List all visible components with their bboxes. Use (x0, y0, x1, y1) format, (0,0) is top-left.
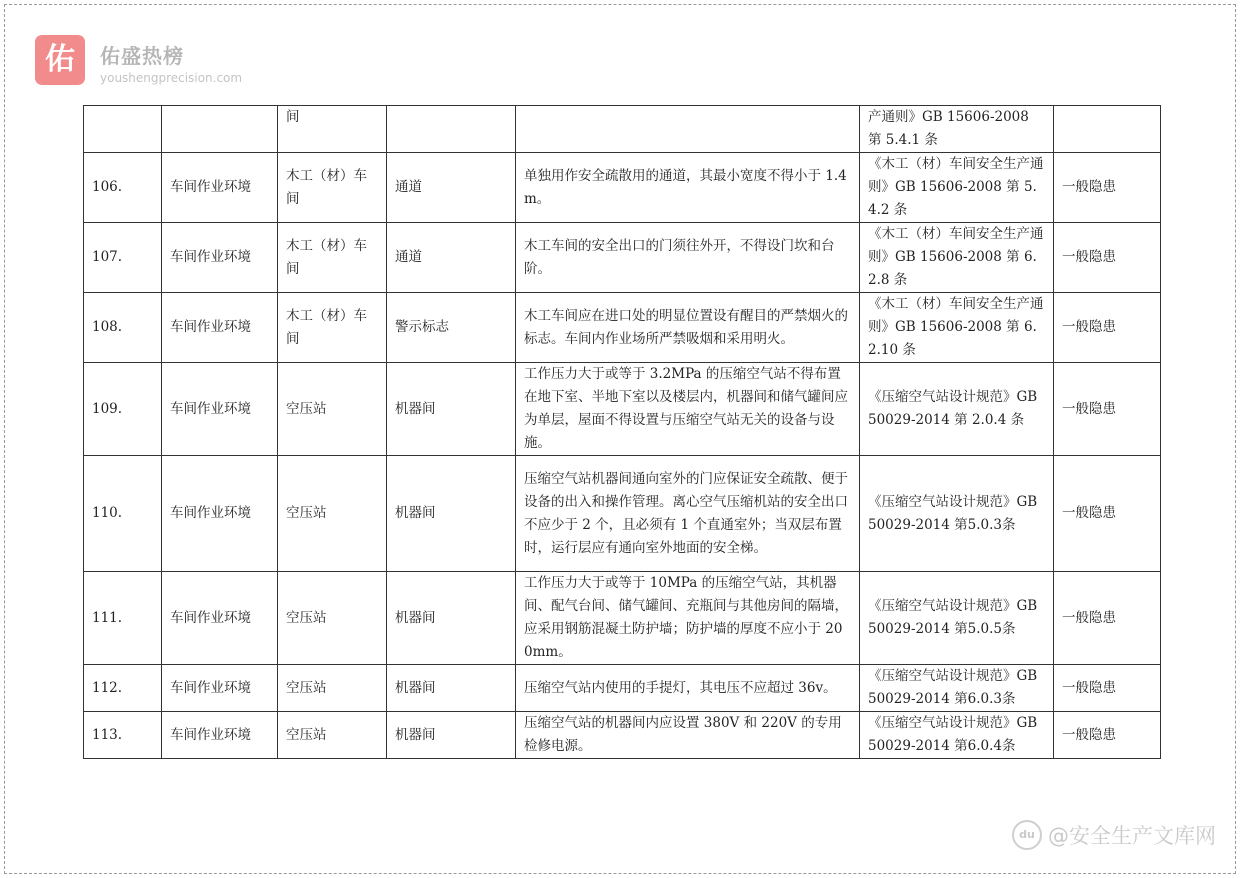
cell-content (516, 106, 860, 153)
table-row (84, 223, 1161, 293)
cell-level (1054, 106, 1161, 153)
cell-place: 空压站 (278, 665, 387, 712)
cell-content: 单独用作安全疏散用的通道，其最小宽度不得小于 1.4m。 (516, 153, 860, 223)
cell-place: 木工（材）车间 (278, 223, 387, 293)
cell-item: 通道 (387, 153, 516, 223)
cell-no: 113. (84, 712, 162, 759)
table-row (84, 572, 1161, 665)
watermark (1012, 820, 1216, 850)
cell-no: 111. (84, 572, 162, 665)
cell-no: 109. (84, 363, 162, 456)
brand-url: youshengprecision.com (100, 71, 243, 85)
hazard-table (83, 105, 1161, 759)
watermark-text: @安全生产文库网 (1048, 824, 1216, 848)
cell-item: 机器间 (387, 572, 516, 665)
cell-no: 108. (84, 293, 162, 363)
cell-category: 车间作业环境 (162, 153, 278, 223)
cell-category: 车间作业环境 (162, 456, 278, 572)
cell-category (162, 106, 278, 153)
cell-level: 一般隐患 (1054, 153, 1161, 223)
cell-no: 106. (84, 153, 162, 223)
table-row (84, 456, 1161, 572)
cell-no: 112. (84, 665, 162, 712)
cell-basis: 《压缩空气站设计规范》GB 50029-2014 第6.0.4条 (860, 712, 1054, 759)
cell-item: 机器间 (387, 456, 516, 572)
cell-level: 一般隐患 (1054, 363, 1161, 456)
cell-content: 工作压力大于或等于 10MPa 的压缩空气站，其机器间、配气台间、储气罐间、充瓶间与其他房间的隔墙，应采用钢筋混凝土防护墙；防护墙的厚度不应小于 200mm。 (516, 572, 860, 665)
cell-basis: 《压缩空气站设计规范》GB 50029-2014 第5.0.5条 (860, 572, 1054, 665)
table-row (84, 363, 1161, 456)
cell-category: 车间作业环境 (162, 712, 278, 759)
cell-no: 107. (84, 223, 162, 293)
du-paw-icon: du (1012, 820, 1042, 850)
cell-item: 机器间 (387, 712, 516, 759)
cell-content: 压缩空气站的机器间内应设置 380V 和 220V 的专用检修电源。 (516, 712, 860, 759)
cell-place: 空压站 (278, 456, 387, 572)
cell-basis: 《压缩空气站设计规范》GB 50029-2014 第6.0.3条 (860, 665, 1054, 712)
cell-place: 木工（材）车间 (278, 153, 387, 223)
cell-no: 110. (84, 456, 162, 572)
cell-level: 一般隐患 (1054, 293, 1161, 363)
cell-basis: 《压缩空气站设计规范》GB 50029-2014 第5.0.3条 (860, 456, 1054, 572)
cell-content: 压缩空气站机器间通向室外的门应保证安全疏散、便于设备的出入和操作管理。离心空气压缩机站的安全出口不应少于 2 个，且必须有 1 个直通室外；当双层布置时，运行层应有通向室外地面的安全梯。 (516, 456, 860, 572)
cell-level: 一般隐患 (1054, 456, 1161, 572)
cell-place: 空压站 (278, 363, 387, 456)
cell-level: 一般隐患 (1054, 572, 1161, 665)
table-row-continued (84, 106, 1161, 153)
cell-item: 警示标志 (387, 293, 516, 363)
cell-place: 空压站 (278, 712, 387, 759)
cell-basis: 《木工（材）车间安全生产通则》GB 15606-2008 第 6.2.10 条 (860, 293, 1054, 363)
cell-level: 一般隐患 (1054, 712, 1161, 759)
cell-category: 车间作业环境 (162, 223, 278, 293)
cell-basis: 产通则》GB 15606-2008 第 5.4.1 条 (860, 106, 1054, 153)
cell-content: 压缩空气站内使用的手提灯，其电压不应超过 36v。 (516, 665, 860, 712)
cell-basis: 《木工（材）车间安全生产通则》GB 15606-2008 第 5.4.2 条 (860, 153, 1054, 223)
brand-logo: 佑 (35, 35, 85, 85)
cell-content: 木工车间的安全出口的门须往外开，不得设门坎和台阶。 (516, 223, 860, 293)
cell-item: 机器间 (387, 665, 516, 712)
cell-item (387, 106, 516, 153)
cell-basis: 《木工（材）车间安全生产通则》GB 15606-2008 第 6.2.8 条 (860, 223, 1054, 293)
cell-category: 车间作业环境 (162, 293, 278, 363)
table-row (84, 153, 1161, 223)
cell-basis: 《压缩空气站设计规范》GB50029-2014 第 2.0.4 条 (860, 363, 1054, 456)
table-row (84, 712, 1161, 759)
cell-category: 车间作业环境 (162, 665, 278, 712)
cell-level: 一般隐患 (1054, 223, 1161, 293)
cell-category: 车间作业环境 (162, 363, 278, 456)
table-row (84, 665, 1161, 712)
cell-place: 间 (278, 106, 387, 153)
brand-name: 佑盛热榜 (100, 44, 184, 68)
cell-item: 通道 (387, 223, 516, 293)
cell-no (84, 106, 162, 153)
cell-category: 车间作业环境 (162, 572, 278, 665)
cell-content: 工作压力大于或等于 3.2MPa 的压缩空气站不得布置在地下室、半地下室以及楼层内，机器间和储气罐间应为单层，屋面不得设置与压缩空气站无关的设备与设施。 (516, 363, 860, 456)
cell-item: 机器间 (387, 363, 516, 456)
table-row (84, 293, 1161, 363)
cell-place: 空压站 (278, 572, 387, 665)
cell-level: 一般隐患 (1054, 665, 1161, 712)
cell-place: 木工（材）车间 (278, 293, 387, 363)
cell-content: 木工车间应在进口处的明显位置设有醒目的严禁烟火的标志。车间内作业场所严禁吸烟和采用明火。 (516, 293, 860, 363)
